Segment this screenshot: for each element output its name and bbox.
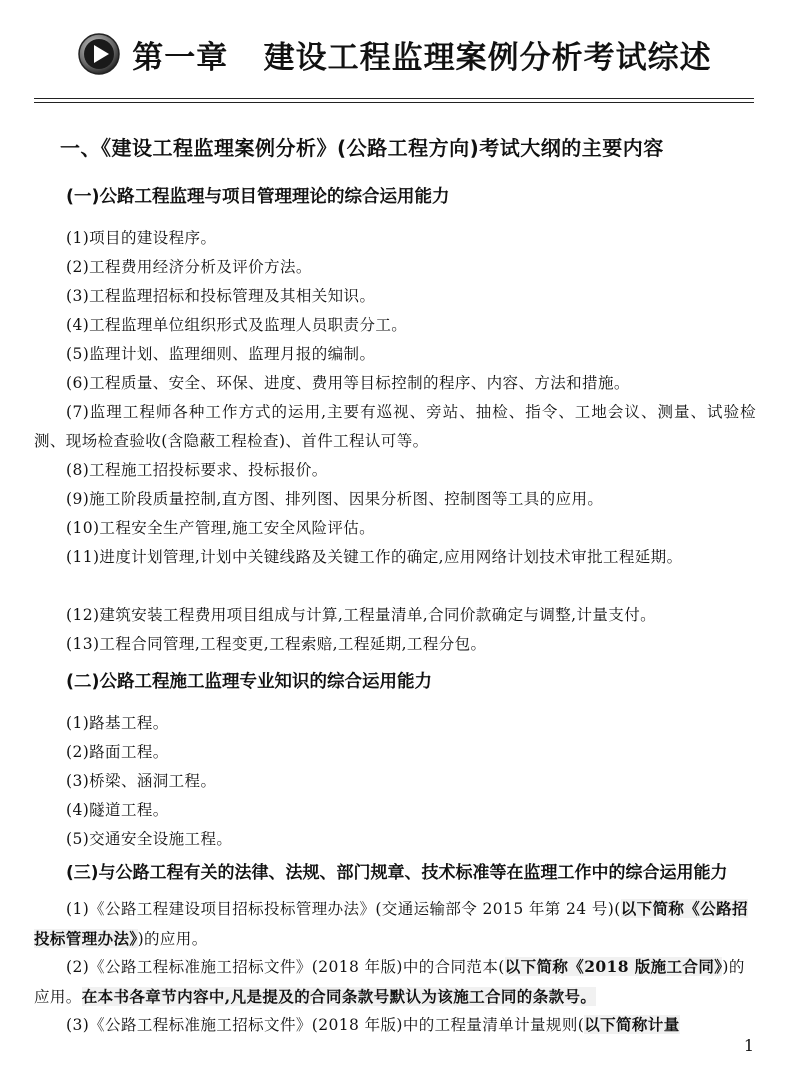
list-item: (2)工程费用经济分析及评价方法。 xyxy=(66,258,312,276)
list-item: (13)工程合同管理,工程变更,工程索赔,工程延期,工程分包。 xyxy=(66,635,487,653)
list-item xyxy=(34,1010,756,1040)
item-text: )的应用。 xyxy=(137,930,208,948)
group-heading-2: (二)公路工程施工监理专业知识的综合运用能力 xyxy=(66,672,432,692)
item-text: (3)《公路工程标准施工招标文件》(2018 年版)中的工程量清单计量规则( xyxy=(66,1016,585,1034)
item-text: (2)《公路工程标准施工招标文件》(2018 年版)中的合同范本( xyxy=(66,958,505,976)
list-item: (3)桥梁、涵洞工程。 xyxy=(66,772,217,790)
highlighted-text: 以下简称《2018 版施工合同》 xyxy=(504,957,723,976)
header-rule-top xyxy=(34,98,754,99)
list-item: (12)建筑安装工程费用项目组成与计算,工程量清单,合同价款确定与调整,计量支付。 xyxy=(66,606,657,624)
list-item: (3)工程监理招标和投标管理及其相关知识。 xyxy=(66,287,376,305)
list-item: (5)监理计划、监理细则、监理月报的编制。 xyxy=(66,345,376,363)
list-item: (10)工程安全生产管理,施工安全风险评估。 xyxy=(66,519,376,537)
list-item: (1)路基工程。 xyxy=(66,714,169,732)
list-item: (1)项目的建设程序。 xyxy=(66,229,217,247)
highlighted-note: 在本书各章节内容中,凡是提及的合同条款号默认为该施工合同的条款号。 xyxy=(81,987,597,1006)
highlighted-text: 以下简称《公路招投标管理办法》 xyxy=(34,899,748,948)
group-heading-3: (三)与公路工程有关的法律、法规、部门规章、技术标准等在监理工作中的综合运用能力 xyxy=(66,863,728,883)
chapter-header xyxy=(0,26,790,82)
list-item xyxy=(34,894,756,954)
play-circle-icon xyxy=(78,33,120,75)
list-item: (11)进度计划管理,计划中关键线路及关键工作的确定,应用网络计划技术审批工程延期。 xyxy=(66,548,683,566)
group-heading-1: (一)公路工程监理与项目管理理论的综合运用能力 xyxy=(66,187,450,207)
page-number: 1 xyxy=(743,1036,754,1055)
header-rule-bottom xyxy=(34,102,754,103)
section-heading: 一、《建设工程监理案例分析》(公路工程方向)考试大纲的主要内容 xyxy=(60,136,664,160)
list-item: (5)交通安全设施工程。 xyxy=(66,830,233,848)
list-item: (2)路面工程。 xyxy=(66,743,169,761)
item-text: (1)《公路工程建设项目招标投标管理办法》(交通运输部令 2015 年第 24 号)( xyxy=(66,900,621,918)
list-item: (4)工程监理单位组织形式及监理人员职责分工。 xyxy=(66,316,408,334)
list-item: (7)监理工程师各种工作方式的运用,主要有巡视、旁站、抽检、指令、工地会议、测量、试验检测、现场检查验收(含隐蔽工程检查)、首件工程认可等。 xyxy=(34,403,756,450)
chapter-title: 第一章 建设工程监理案例分析考试综述 xyxy=(132,39,712,76)
list-item: (8)工程施工招投标要求、投标报价。 xyxy=(66,461,328,479)
list-item: (9)施工阶段质量控制,直方图、排列图、因果分析图、控制图等工具的应用。 xyxy=(66,490,604,508)
list-item: (4)隧道工程。 xyxy=(66,801,169,819)
list-item: (6)工程质量、安全、环保、进度、费用等目标控制的程序、内容、方法和措施。 xyxy=(66,374,630,392)
list-item xyxy=(34,952,756,1012)
highlighted-text: 以下简称计量 xyxy=(584,1015,680,1034)
item-text: )的应用。 xyxy=(34,958,745,1006)
